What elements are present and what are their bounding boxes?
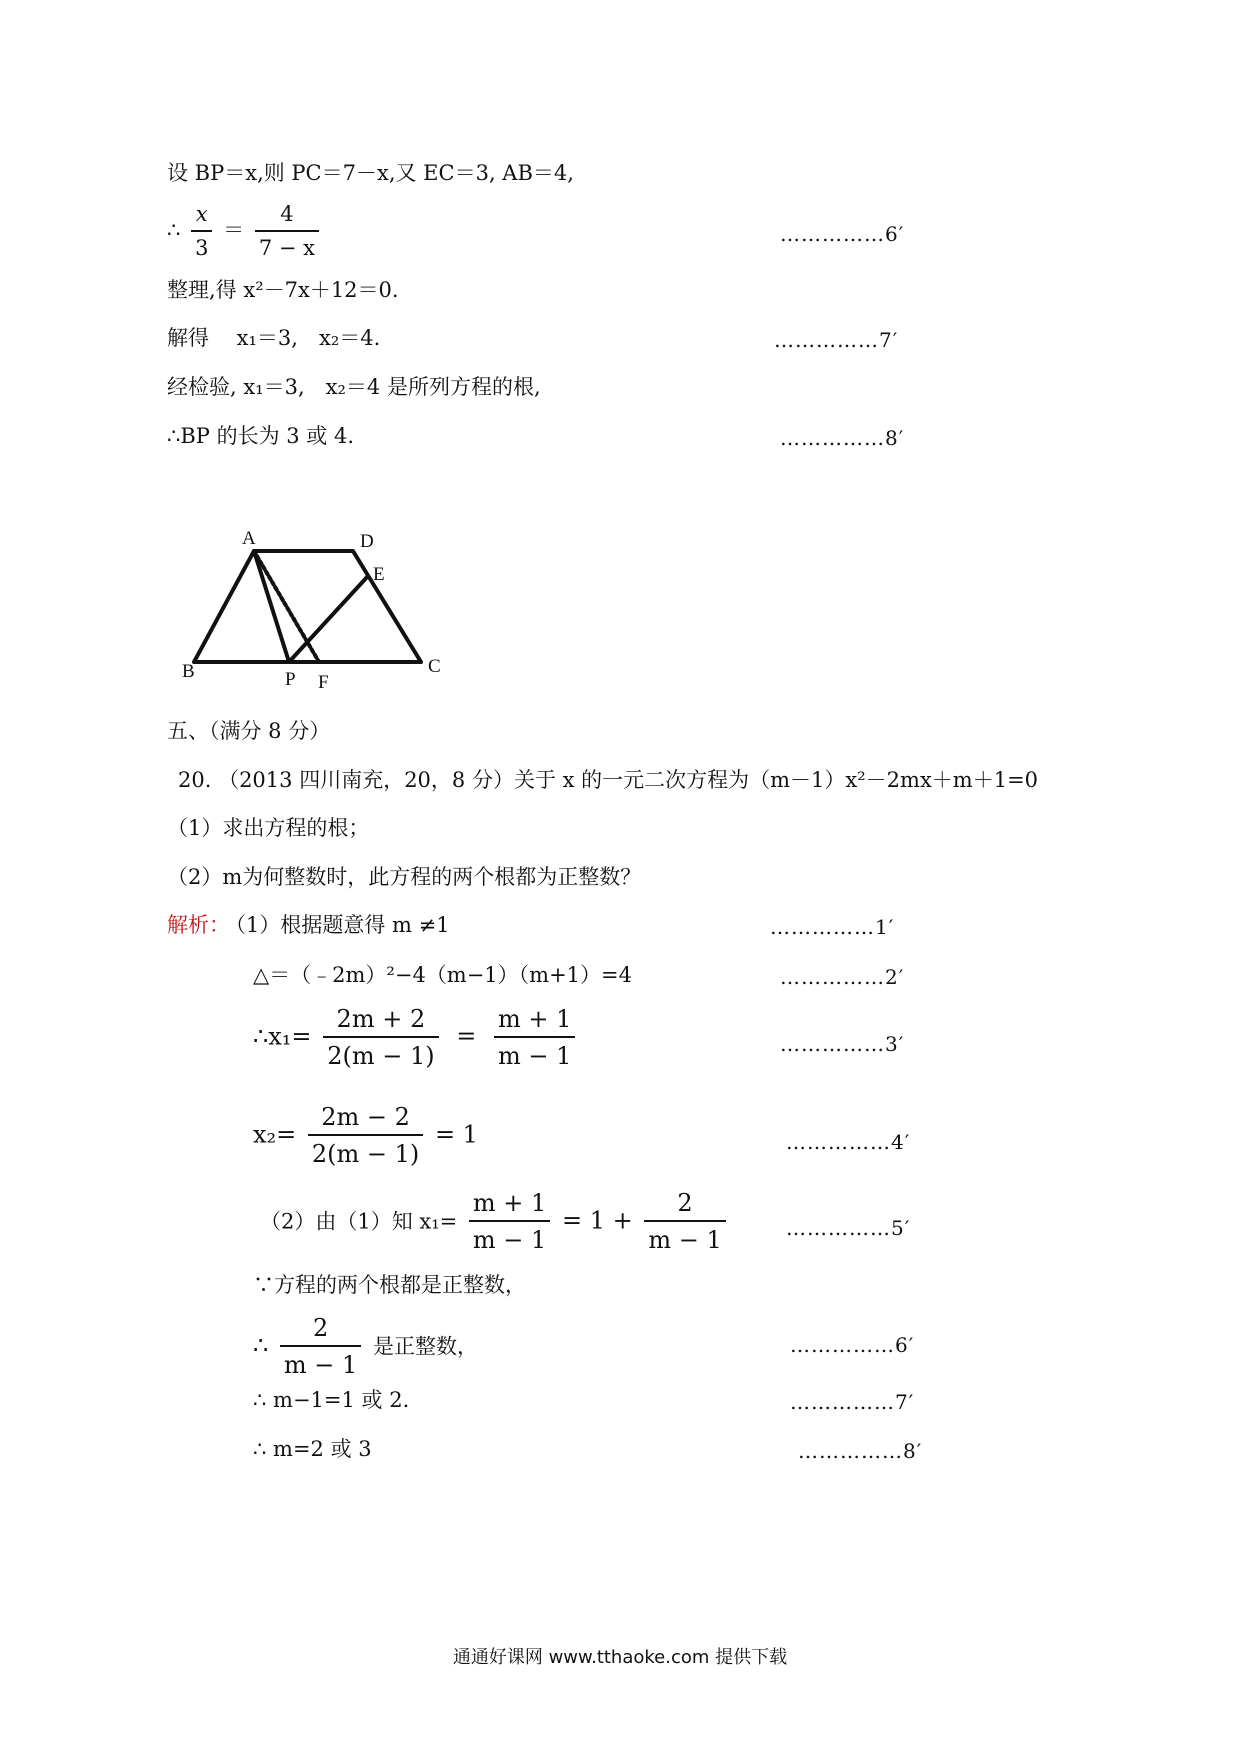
score-mark: ……………7′ [774,328,899,352]
label-b: B [182,661,195,682]
solution-step-4 [253,1104,478,1168]
solution-step-5 [260,1190,730,1254]
solution-step-6: ∵方程的两个根都是正整数， [253,1273,526,1297]
solution-step-7 [253,1315,478,1379]
segment-af-dotted [254,551,319,662]
score-mark: ……………6′ [790,1333,915,1357]
fraction-2-over-m-minus-1 [644,1190,725,1254]
fraction-4-over-7-minus-x [255,203,319,260]
solution-line-1: 设 BP＝x,则 PC＝7－x,又 EC＝3, AB＝4, [167,161,574,185]
solution-step-9: ∴ m=2 或 3 [253,1437,372,1461]
fraction-numerator: 2 [644,1190,725,1222]
fraction-denominator: 2(m − 1) [311,1140,420,1169]
fraction-numerator: 2m + 2 [323,1006,438,1038]
result-equals-one: = 1 [434,1120,478,1149]
fraction-denominator: 2(m − 1) [327,1042,435,1071]
label-c: C [428,656,441,677]
fraction-numerator: x [191,203,212,232]
fraction-numerator: m + 1 [494,1006,575,1038]
fraction-denominator: m − 1 [648,1226,722,1255]
solution-line-5: 经检验, x₁＝3, x₂＝4 是所列方程的根, [167,375,541,399]
segment-pe [289,576,368,662]
solution-step-1: （1）根据题意得 m ≠1 [225,913,450,937]
score-mark: ……………5′ [786,1216,911,1240]
equals-one-plus: = 1 + [561,1206,633,1235]
label-e: E [373,564,385,585]
score-mark: ……………6′ [780,222,905,246]
question-stem: 20. （2013 四川南充，20，8 分）关于 x 的一元二次方程为（m－1）x²－2mx＋m＋1=0 [178,768,1039,792]
score-mark: ……………8′ [780,426,905,450]
score-mark: ……………2′ [780,965,905,989]
fraction-numerator: m + 1 [469,1190,550,1222]
fraction-x2 [308,1104,423,1168]
fraction-numerator: 2m − 2 [308,1104,423,1136]
section-heading: 五、（满分 8 分） [167,719,331,743]
fraction-denominator: 7 − x [258,236,315,261]
fraction-m-plus-1 [469,1190,550,1254]
solution-line-4: 解得 x₁＝3, x₂＝4. [167,326,381,350]
fraction-x1 [323,1006,438,1070]
score-mark: ……………3′ [780,1032,905,1056]
equals-sign: ＝ [223,218,245,243]
solution-line-3: 整理,得 x²－7x＋12＝0. [167,278,399,302]
solution-step-2: △＝（﹣2m）²−4（m−1）（m+1）=4 [253,963,632,987]
question-part-1: （1）求出方程的根； [167,816,370,840]
solution-step-8: ∴ m−1=1 或 2. [253,1388,410,1412]
step-5-prefix: （2）由（1）知 x₁= [260,1209,458,1234]
score-mark: ……………8′ [798,1439,923,1463]
solution-label: 解析： [167,913,230,937]
trapezoid-figure [170,520,470,700]
fraction-2-over-m-minus-1 [280,1315,361,1379]
solution-line-2 [167,203,323,260]
fraction-x-over-3 [191,203,212,260]
solution-line-6: ∴BP 的长为 3 或 4. [167,424,355,448]
x1-label: ∴x₁= [253,1022,312,1051]
fraction-denominator: m − 1 [472,1226,547,1255]
fraction-numerator: 4 [255,203,319,232]
therefore-symbol: ∴ [167,218,181,243]
label-a: A [242,528,256,549]
therefore-symbol: ∴ [253,1331,269,1360]
fraction-numerator: 2 [280,1315,361,1347]
page-footer: 通通好课网 www.tthaoke.com 提供下载 [452,1647,788,1668]
fraction-denominator: m − 1 [497,1042,572,1071]
solution-step-3 [253,1006,579,1070]
score-mark: ……………4′ [786,1130,911,1154]
fraction-denominator: 3 [195,236,209,261]
x2-label: x₂= [253,1120,297,1149]
fraction-x1-simplified [494,1006,575,1070]
question-part-2: （2）m为何整数时，此方程的两个根都为正整数？ [167,865,642,889]
label-f: F [318,672,329,693]
label-p: P [285,669,296,690]
equals-sign: = [456,1022,477,1051]
score-mark: ……………7′ [790,1390,915,1414]
score-mark: ……………1′ [770,915,895,939]
is-positive-integer: 是正整数， [372,1334,478,1359]
fraction-denominator: m − 1 [283,1351,358,1380]
segment-ap [254,551,289,662]
label-d: D [360,531,374,552]
